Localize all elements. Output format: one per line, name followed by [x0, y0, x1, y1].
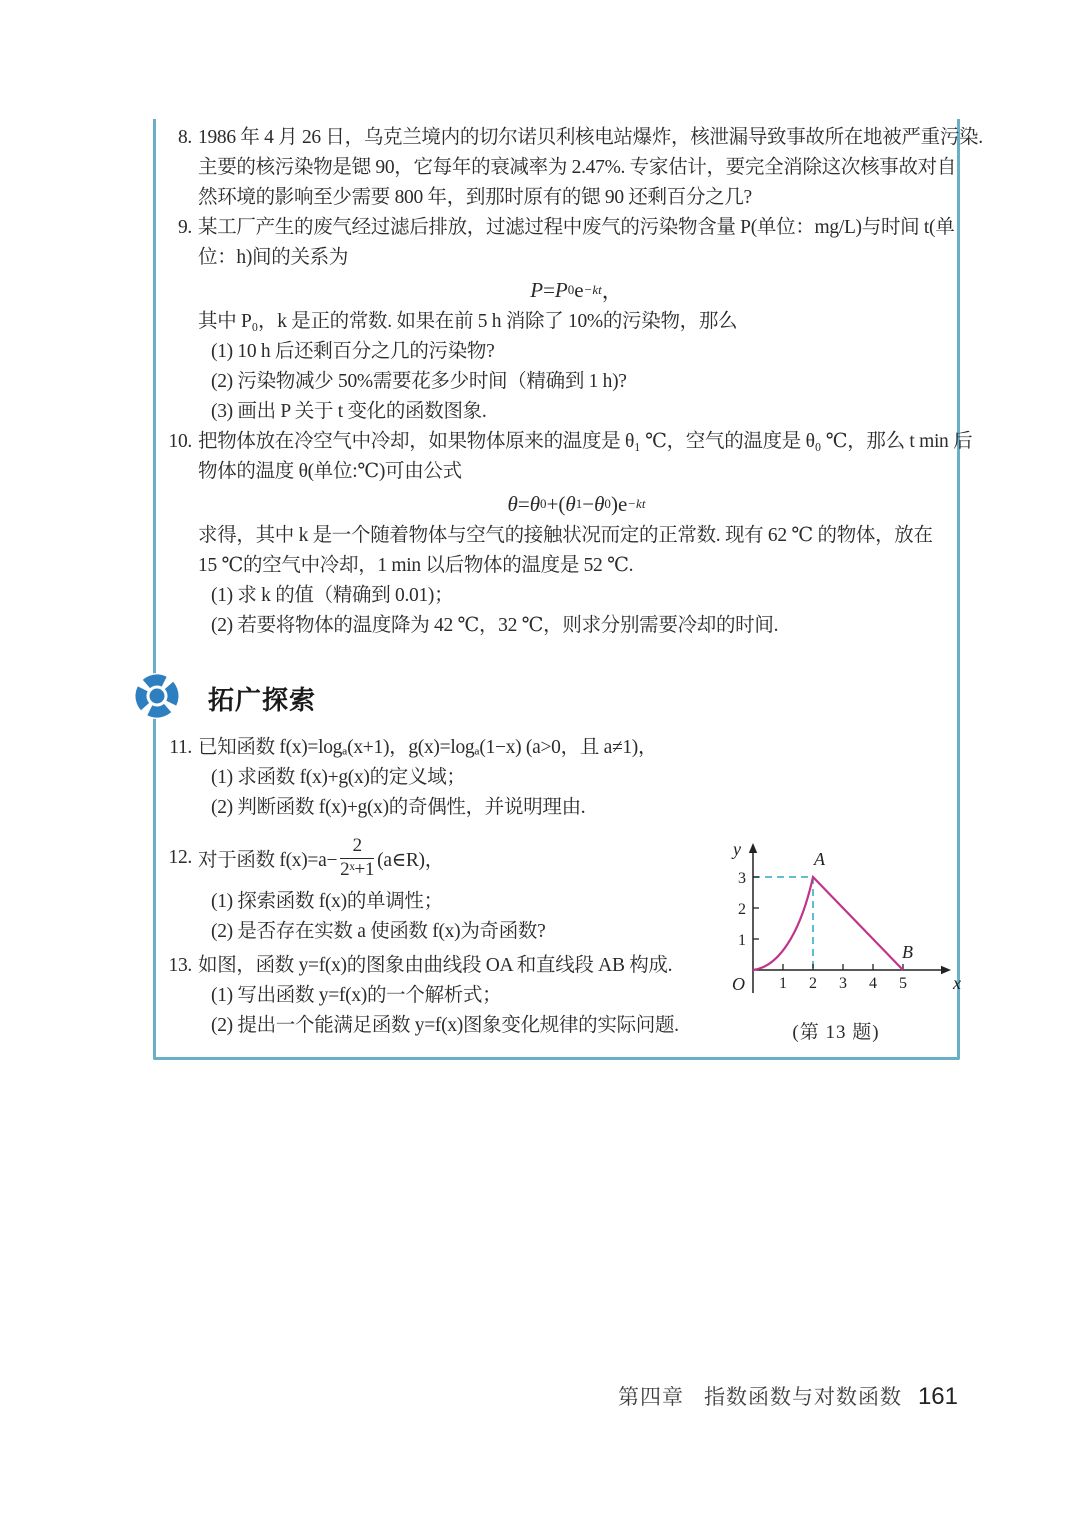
math-op: = — [517, 491, 530, 516]
fraction-numerator: 2 — [340, 836, 374, 859]
point-a-label: A — [814, 849, 825, 869]
math-var: θ — [594, 491, 605, 516]
problem-13-line-1: 如图，函数 y=f(x)的图象由曲线段 OA 和直线段 AB 构成. — [198, 955, 673, 976]
problem-8-line-3: 然环境的影响至少需要 800 年，到那时原有的锶 90 还剩百分之几? — [198, 187, 752, 208]
section-title: 拓广探索 — [208, 685, 317, 715]
problem-9-item-2: (2) 污染物减少 50%需要花多少时间（精确到 1 h)? — [211, 371, 627, 392]
problem-10-line-1: 把物体放在冷空气中冷却，如果物体原来的温度是 θ₁ ℃，空气的温度是 θ₀ ℃，那么 t min 后 — [198, 431, 973, 452]
problem-8-line-1: 1986 年 4 月 26 日，乌克兰境内的切尔诺贝利核电站爆炸，核泄漏导致事故所在地被严重污染. — [198, 127, 983, 148]
problem-10-display-formula — [198, 487, 955, 521]
math-op: = — [543, 277, 555, 302]
math-op: − — [582, 491, 595, 516]
problem-10 — [162, 427, 973, 641]
page-footer — [0, 1381, 958, 1411]
problem-9-number: 9. — [177, 217, 192, 238]
x-tick-3: 3 — [839, 975, 847, 992]
problem-9-item-3: (3) 画出 P 关于 t 变化的函数图象. — [211, 401, 487, 422]
problem-12-formula-post: (a∈R)， — [377, 850, 444, 871]
math-var: P — [530, 277, 544, 302]
x-tick-2: 2 — [809, 975, 817, 992]
problem-13-number: 13. — [168, 955, 192, 976]
section-header-expansion-exploration — [162, 671, 955, 721]
problem-11-item-1: (1) 求函数 f(x)+g(x)的定义域； — [211, 767, 466, 788]
y-axis-arrow — [749, 843, 757, 853]
math-exponent: −kt — [627, 496, 646, 511]
section-logo-icon — [133, 672, 181, 720]
point-b-label: B — [902, 942, 913, 962]
math-euler: e — [617, 491, 628, 516]
fraction — [340, 836, 374, 881]
x-axis-label: x — [953, 973, 961, 993]
problem-9-line-1: 某工厂产生的废气经过滤后排放，过滤过程中废气的污染物含量 P(单位：mg/L)与时间 t(单 — [198, 217, 955, 238]
y-axis-label: y — [733, 839, 741, 859]
footer-chapter: 第四章 — [617, 1385, 684, 1409]
problem-12-item-1: (1) 探索函数 f(x)的单调性； — [211, 891, 443, 912]
math-op: +( — [546, 491, 566, 516]
problem-11-item-2: (2) 判断函数 f(x)+g(x)的奇偶性，并说明理由. — [211, 797, 586, 818]
math-subscript: 0 — [540, 496, 547, 511]
problem-12-number: 12. — [168, 847, 192, 868]
problem-13-item-1: (1) 写出函数 y=f(x)的一个解析式； — [211, 985, 502, 1006]
y-tick-3: 3 — [738, 870, 746, 887]
math-subscript: 0 — [604, 496, 611, 511]
math-subscript: 0 — [567, 282, 575, 297]
problem-11 — [162, 733, 955, 823]
x-tick-4: 4 — [869, 975, 877, 992]
problem-12-item-2: (2) 是否存在实数 a 使函数 f(x)为奇函数? — [211, 921, 546, 942]
problem-8 — [162, 123, 983, 213]
problem-10-line-2: 物体的温度 θ(单位:℃)可由公式 — [198, 461, 462, 482]
y-tick-2: 2 — [738, 901, 746, 918]
footer-book-title: 指数函数与对数函数 — [703, 1385, 902, 1409]
footer-page-number: 161 — [917, 1383, 958, 1410]
problem-9-line-2: 位：h)间的关系为 — [198, 247, 349, 268]
math-var: θ — [565, 491, 576, 516]
problem-12-formula-pre: 对于函数 f(x)=a− — [198, 850, 338, 871]
problem-13-item-2: (2) 提出一个能满足函数 y=f(x)图象变化规律的实际问题. — [211, 1015, 679, 1036]
math-subscript: 1 — [575, 496, 583, 511]
problem-9 — [162, 213, 955, 427]
problem-8-line-2: 主要的核污染物是锶 90，它每年的衰减率为 2.47%. 专家估计，要完全消除这次核事故对自 — [198, 157, 957, 178]
y-tick-1: 1 — [738, 932, 746, 949]
problem-10-item-1: (1) 求 k 的值（精确到 0.01)； — [211, 585, 454, 606]
problem-10-item-2: (2) 若要将物体的温度降为 42 ℃，32 ℃，则求分别需要冷却的时间. — [211, 615, 779, 636]
math-exponent: −kt — [583, 282, 602, 297]
problem-10-number: 10. — [168, 431, 192, 452]
math-op: ) — [610, 491, 618, 516]
origin-label: O — [732, 974, 745, 994]
problem-9-line-3: 其中 P₀，k 是正的常数. 如果在前 5 h 消除了 10%的污染物，那么 — [198, 311, 738, 332]
x-tick-5: 5 — [899, 975, 907, 992]
problem-11-line-1: 已知函数 f(x)=logₐ(x+1)，g(x)=logₐ(1−x) (a>0，且 a≠1)， — [198, 737, 658, 758]
fraction-denominator: 2ˣ+1 — [340, 858, 375, 880]
x-axis-arrow — [941, 966, 951, 974]
problem-9-item-1: (1) 10 h 后还剩百分之几的污染物? — [211, 341, 495, 362]
function-curve — [753, 877, 903, 970]
problem-10-line-4: 15 ℃的空气中冷却，1 min 以后物体的温度是 52 ℃. — [198, 555, 634, 576]
function-graph — [710, 838, 962, 1008]
math-euler: e — [574, 277, 584, 302]
problem-9-display-formula — [198, 273, 955, 307]
problem-13-figure — [710, 838, 962, 1043]
math-punct: ， — [601, 279, 623, 303]
x-tick-1: 1 — [779, 975, 787, 992]
figure-caption: (第 13 题) — [792, 1022, 880, 1043]
problem-8-number: 8. — [177, 127, 192, 148]
math-var: P — [554, 277, 568, 302]
math-var: θ — [507, 491, 518, 516]
problem-10-line-3: 求得，其中 k 是一个随着物体与空气的接触状况而定的正常数. 现有 62 ℃ 的物体，放在 — [198, 525, 933, 546]
math-var: θ — [529, 491, 541, 516]
problem-11-number: 11. — [169, 737, 192, 758]
